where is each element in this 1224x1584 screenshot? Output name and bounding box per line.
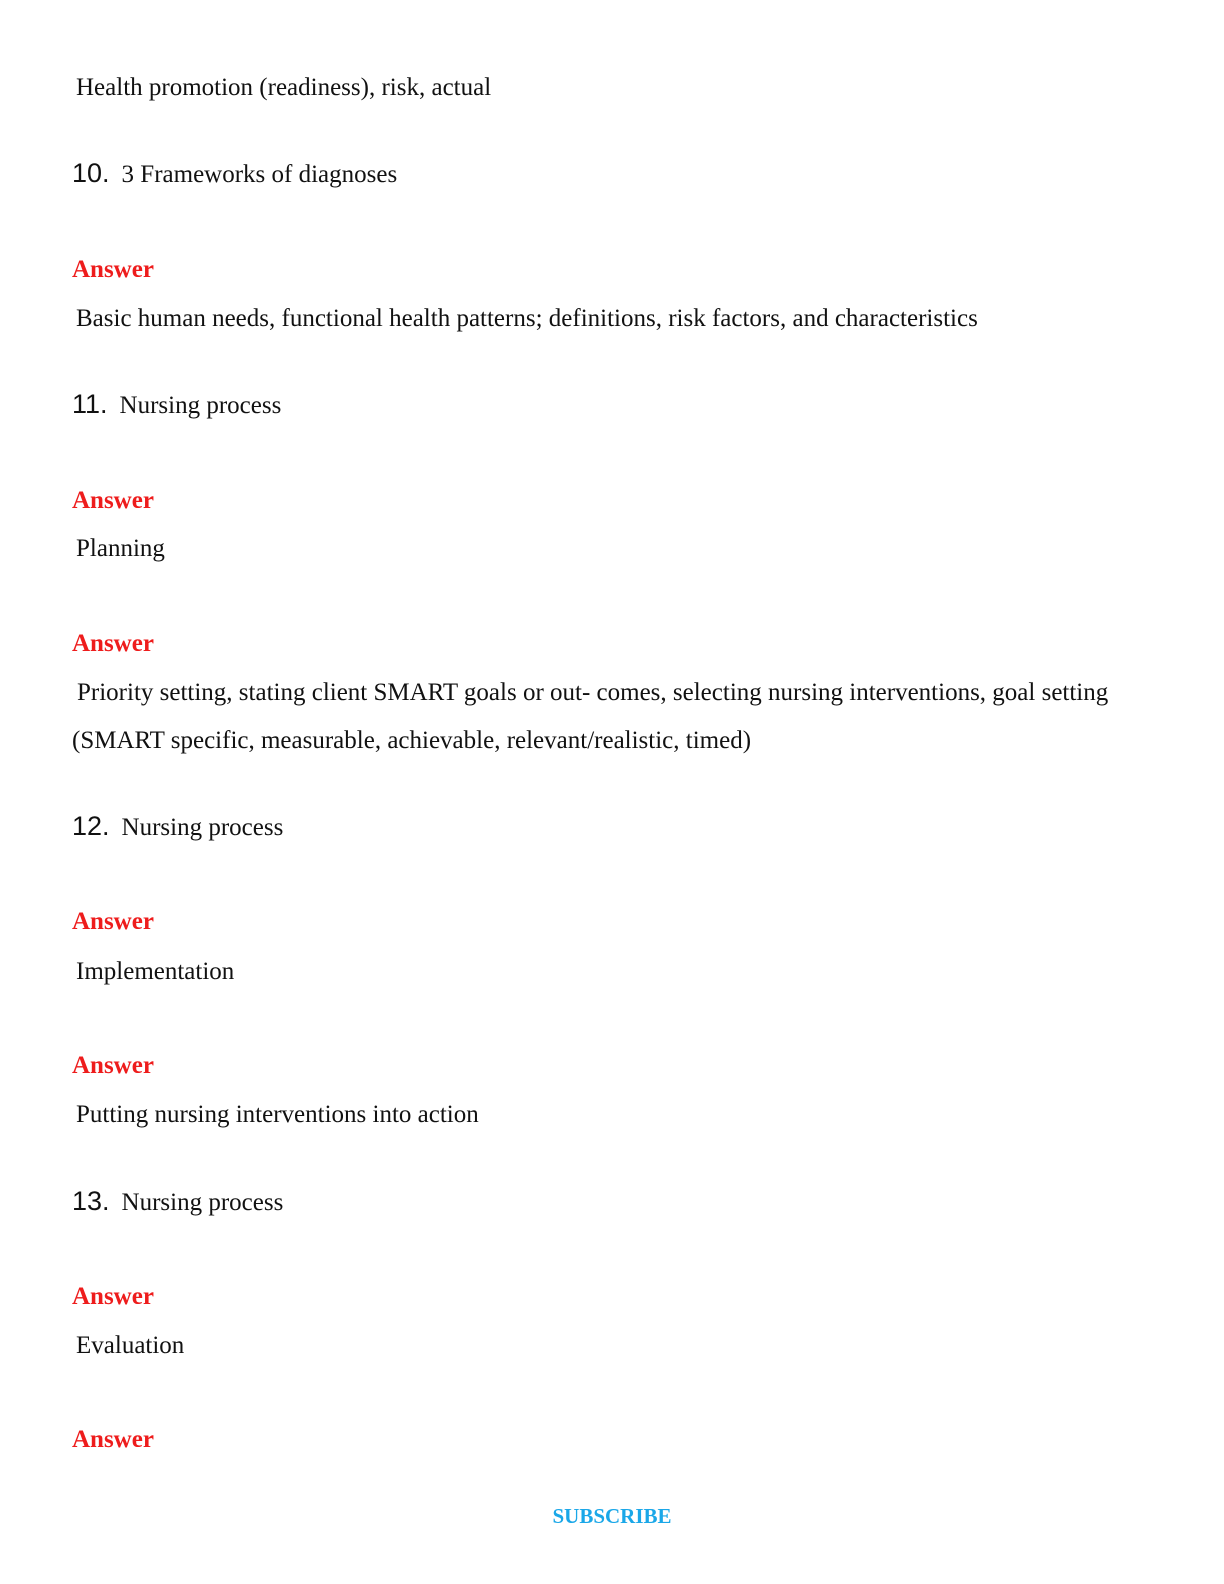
question-text: Nursing process	[119, 392, 282, 419]
question-number: 11.	[72, 389, 108, 419]
question-text: 3 Frameworks of diagnoses	[121, 161, 398, 188]
answer-text: Priority setting, stating client SMART goals or out- comes, selecting nursing interventions, goal setting (SMART specific, measurable, achievable, relevant/realistic, timed)	[72, 679, 1109, 754]
answer-label: Answer	[72, 487, 154, 514]
answer-text: Putting nursing interventions into action	[76, 1101, 479, 1128]
question-text: Nursing process	[121, 1189, 284, 1216]
question-number: 12.	[72, 811, 110, 841]
answer-text-multiline	[72, 669, 1152, 765]
intro-text: Health promotion (readiness), risk, actual	[76, 74, 492, 101]
answer-text: Planning	[76, 535, 165, 562]
answer-label: Answer	[72, 1052, 154, 1079]
question-number: 13.	[72, 1186, 110, 1216]
question-10	[72, 158, 397, 189]
question-12	[72, 811, 283, 842]
answer-text: Basic human needs, functional health patterns; definitions, risk factors, and characteristics	[76, 305, 978, 332]
answer-label: Answer	[72, 908, 154, 935]
answer-label: Answer	[72, 1426, 154, 1453]
answer-label: Answer	[72, 1283, 154, 1310]
question-text: Nursing process	[121, 814, 284, 841]
answer-text: Evaluation	[76, 1332, 185, 1359]
answer-text: Implementation	[76, 958, 235, 985]
question-number: 10.	[72, 158, 110, 188]
question-11	[72, 389, 281, 420]
answer-label: Answer	[72, 630, 154, 657]
question-13	[72, 1186, 283, 1217]
answer-label: Answer	[72, 256, 154, 283]
subscribe-link[interactable]: SUBSCRIBE	[552, 1504, 672, 1528]
